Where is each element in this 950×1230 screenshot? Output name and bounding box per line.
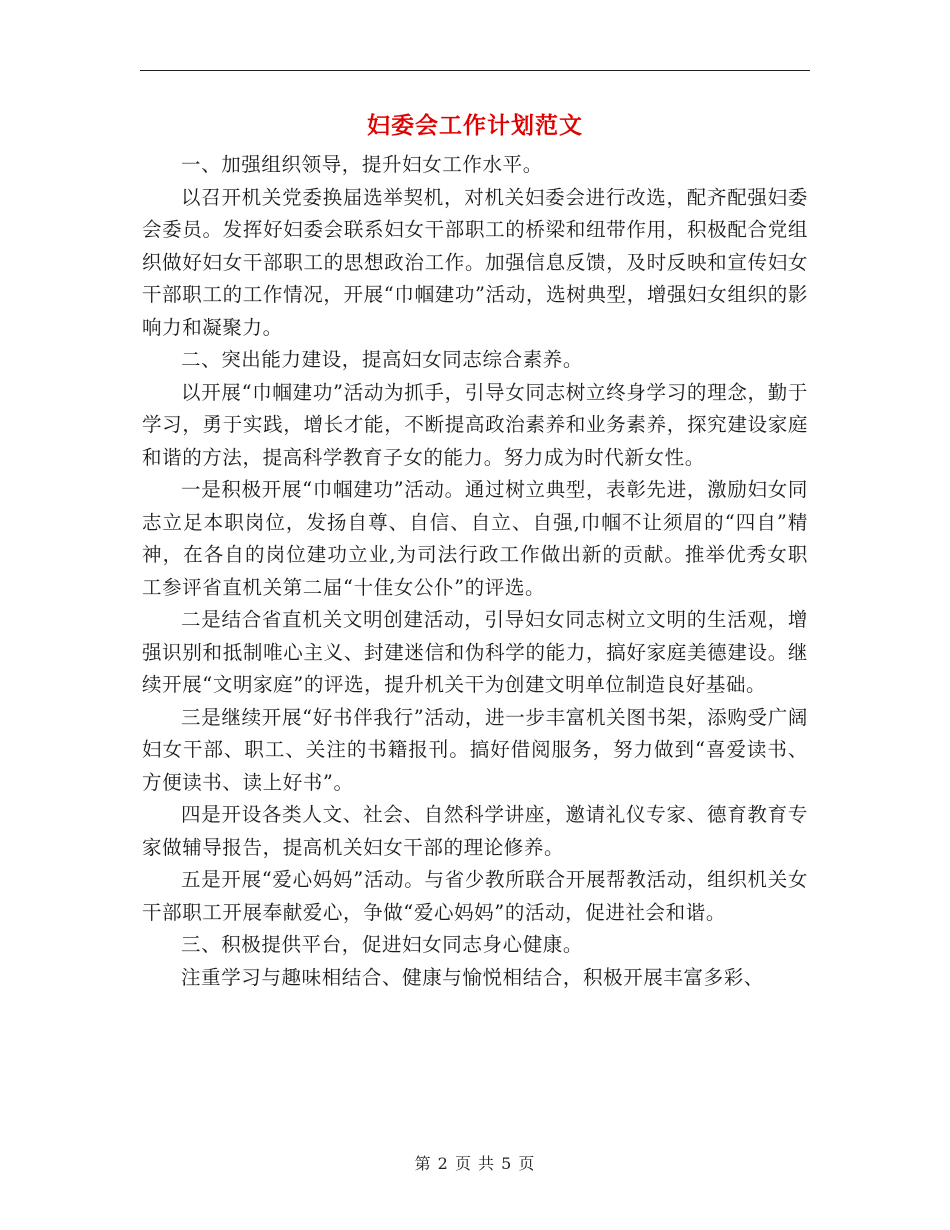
paragraph: 二是结合省直机关文明创建活动，引导妇女同志树立文明的生活观，增强识别和抵制唯心主义、封建迷信和伪科学的能力，搞好家庭美德建设。继续开展“文明家庭”的评选，提升机关干为创建文明单位制造良好基础。 (142, 608, 808, 696)
paragraph-heading-2: 二、突出能力建设，提高妇女同志综合素养。 (181, 348, 584, 371)
paragraph-heading-1: 一、加强组织领导，提升妇女工作水平。 (181, 153, 543, 176)
paragraph-heading-3: 三、积极提供平台，促进妇女同志身心健康。 (181, 933, 584, 956)
header-rule (140, 70, 810, 71)
paragraph: 一是积极开展“巾帼建功”活动。通过树立典型，表彰先进，激励妇女同志立足本职岗位，发扬自尊、自信、自立、自强,巾帼不让须眉的“四自”精神，在各自的岗位建功立业,为司法行政工作做出新的贡献。推举优秀女职工参评省直机关第二届“十佳女公仆”的评选。 (142, 478, 808, 599)
paragraph: 五是开展“爱心妈妈”活动。与省少教所联合开展帮教活动，组织机关女干部职工开展奉献爱心，争做“爱心妈妈”的活动，促进社会和谐。 (142, 868, 808, 924)
paragraph: 以开展“巾帼建功”活动为抓手，引导女同志树立终身学习的理念，勤于学习，勇于实践，增长才能，不断提高政治素养和业务素养，探究建设家庭和谐的方法，提高科学教育子女的能力。努力成为时代新女性。 (142, 380, 808, 469)
document-title: 妇委会工作计划范文 (367, 112, 583, 139)
paragraph: 以召开机关党委换届选举契机，对机关妇委会进行改选，配齐配强妇委会委员。发挥好妇委会联系妇女干部职工的桥梁和纽带作用，积极配合党组织做好妇女干部职工的思想政治工作。加强信息反馈，及时反映和宣传妇女干部职工的工作情况，开展“巾帼建功”活动，选树典型，增强妇女组织的影响力和凝聚力。 (142, 185, 808, 339)
paragraph: 注重学习与趣味相结合、健康与愉悦相结合，积极开展丰富多彩、 (181, 965, 764, 989)
paragraph: 三是继续开展“好书伴我行”活动，进一步丰富机关图书架，添购受广阔妇女干部、职工、关注的书籍报刊。搞好借阅服务，努力做到“喜爱读书、方便读书、读上好书”。 (142, 705, 808, 794)
page-number-footer: 第 2 页 共 5 页 (414, 1154, 536, 1173)
document-body (142, 149, 808, 994)
paragraph: 四是开设各类人文、社会、自然科学讲座，邀请礼仪专家、德育教育专家做辅导报告，提高机关妇女干部的理论修养。 (142, 803, 808, 859)
